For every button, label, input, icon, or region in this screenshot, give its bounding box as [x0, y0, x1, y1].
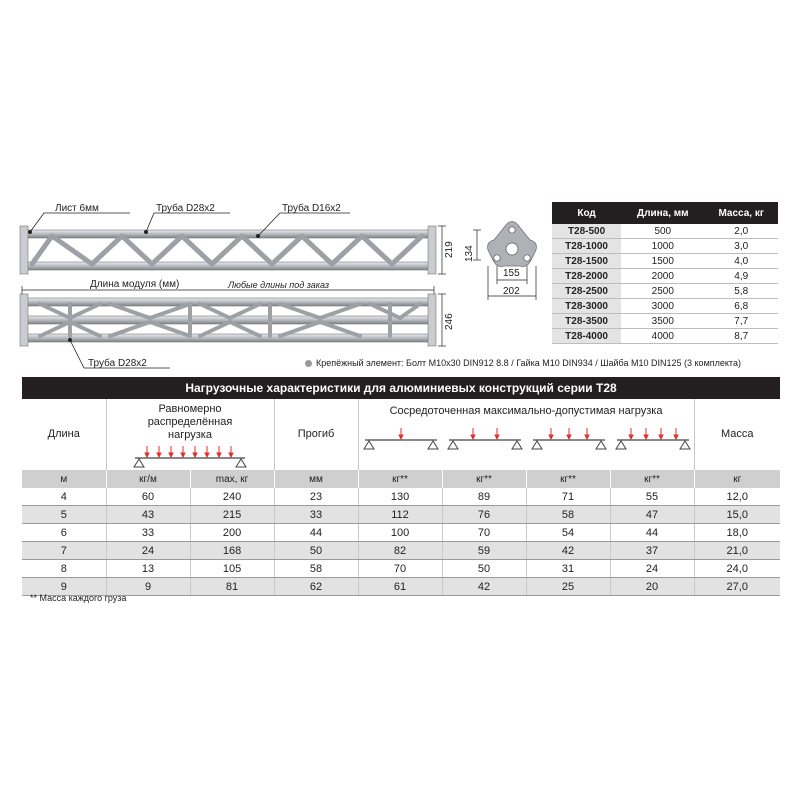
- table-row: [22, 506, 780, 524]
- cell: 200: [190, 524, 274, 542]
- spec-row: [552, 284, 778, 299]
- spec-header-length: Длина, мм: [621, 202, 704, 224]
- spec-length: 1500: [621, 254, 704, 269]
- spec-header-mass: Масса, кг: [704, 202, 778, 224]
- spec-length: 3500: [621, 314, 704, 329]
- cell: 50: [442, 560, 526, 578]
- unit-cell: кг**: [610, 470, 694, 488]
- cell: 20: [610, 578, 694, 596]
- cell: 62: [274, 578, 358, 596]
- cell: 25: [526, 578, 610, 596]
- cell: 18,0: [694, 524, 780, 542]
- dim-155: 155: [503, 268, 520, 279]
- load-table-header: [22, 399, 780, 470]
- cell: 7: [22, 542, 106, 560]
- cell: 61: [358, 578, 442, 596]
- spec-row: [552, 299, 778, 314]
- cell: 105: [190, 560, 274, 578]
- spec-mass: 2,0: [704, 224, 778, 239]
- label-tube-d28-top: Труба D28x2: [156, 203, 215, 214]
- cell: 44: [610, 524, 694, 542]
- header-uniform-text: Равномерно распределённая нагрузка: [147, 403, 233, 441]
- spec-code: Т28-3500: [552, 314, 621, 329]
- spec-code: Т28-1000: [552, 239, 621, 254]
- cell: 42: [526, 542, 610, 560]
- cell: 81: [190, 578, 274, 596]
- label-tube-d28-bottom: Труба D28x2: [88, 358, 147, 369]
- spec-mass: 3,0: [704, 239, 778, 254]
- spec-row: [552, 224, 778, 239]
- cell: 58: [274, 560, 358, 578]
- point-load-diagrams: [359, 426, 695, 452]
- cell: 6: [22, 524, 106, 542]
- cell: 168: [190, 542, 274, 560]
- load-table-title: Нагрузочные характеристики для алюминиевых конструкций серии Т28: [22, 377, 780, 399]
- cell: 55: [610, 488, 694, 506]
- spec-row: [552, 239, 778, 254]
- spec-code: Т28-4000: [552, 329, 621, 344]
- header-uniform-load: [106, 399, 274, 470]
- cell: 9: [106, 578, 190, 596]
- spec-length: 2000: [621, 269, 704, 284]
- header-length: Длина: [22, 399, 106, 470]
- unit-cell: кг/м: [106, 470, 190, 488]
- cell: 8: [22, 560, 106, 578]
- table-row: [22, 524, 780, 542]
- cell: 70: [442, 524, 526, 542]
- truss-top-view: [20, 294, 436, 346]
- cell: 24: [106, 542, 190, 560]
- cell: 112: [358, 506, 442, 524]
- dim-134: 134: [464, 245, 475, 262]
- label-tube-d16: Труба D16x2: [282, 203, 341, 214]
- spec-code: Т28-3000: [552, 299, 621, 314]
- cell: 37: [610, 542, 694, 560]
- cell: 24,0: [694, 560, 780, 578]
- cell: 31: [526, 560, 610, 578]
- spec-row: [552, 314, 778, 329]
- cell: 70: [358, 560, 442, 578]
- header-point-text: Сосредоточенная максимально-допустимая нагрузка: [389, 405, 663, 417]
- cell: 13: [106, 560, 190, 578]
- table-row: [22, 560, 780, 578]
- spec-table: [552, 202, 778, 344]
- spec-mass: 5,8: [704, 284, 778, 299]
- header-point-load: [358, 399, 694, 470]
- cell: 33: [274, 506, 358, 524]
- cell: 9: [22, 578, 106, 596]
- footnote: ** Масса каждого груза: [30, 593, 127, 603]
- unit-cell: м: [22, 470, 106, 488]
- cell: 50: [274, 542, 358, 560]
- cell: 5: [22, 506, 106, 524]
- spec-mass: 7,7: [704, 314, 778, 329]
- bullet-dot-icon: [305, 360, 312, 367]
- cell: 12,0: [694, 488, 780, 506]
- spec-code: Т28-500: [552, 224, 621, 239]
- cell: 215: [190, 506, 274, 524]
- uniform-load-diagram: [125, 444, 255, 470]
- spec-length: 500: [621, 224, 704, 239]
- cell: 42: [442, 578, 526, 596]
- spec-length: 3000: [621, 299, 704, 314]
- dim-202: 202: [503, 286, 520, 297]
- spec-length: 4000: [621, 329, 704, 344]
- label-module-length: Длина модуля (мм): [90, 279, 180, 290]
- header-deflection: Прогиб: [274, 399, 358, 470]
- cell: 89: [442, 488, 526, 506]
- spec-row: [552, 329, 778, 344]
- unit-cell: кг**: [442, 470, 526, 488]
- spec-mass: 8,7: [704, 329, 778, 344]
- cell: 4: [22, 488, 106, 506]
- triangle-plate: [488, 222, 537, 267]
- header-mass: Масса: [721, 428, 754, 440]
- spec-mass: 6,8: [704, 299, 778, 314]
- cell: 60: [106, 488, 190, 506]
- cell: 71: [526, 488, 610, 506]
- cell: 240: [190, 488, 274, 506]
- unit-cell: кг**: [358, 470, 442, 488]
- table-row: [22, 542, 780, 560]
- units-row: [22, 470, 780, 488]
- spec-mass: 4,9: [704, 269, 778, 284]
- spec-length: 2500: [621, 284, 704, 299]
- truss-side-view: [20, 226, 436, 274]
- dim-219: 219: [444, 241, 455, 258]
- spec-mass: 4,0: [704, 254, 778, 269]
- spec-row: [552, 269, 778, 284]
- cell: 27,0: [694, 578, 780, 596]
- cell: 44: [274, 524, 358, 542]
- cell: 21,0: [694, 542, 780, 560]
- cell: 59: [442, 542, 526, 560]
- cell: 15,0: [694, 506, 780, 524]
- table-row: [22, 488, 780, 506]
- dim-246: 246: [444, 313, 455, 330]
- fastener-note: [305, 358, 741, 368]
- table-row: [22, 578, 780, 596]
- spec-length: 1000: [621, 239, 704, 254]
- cell: 24: [610, 560, 694, 578]
- spec-header-code: Код: [552, 202, 621, 224]
- cell: 43: [106, 506, 190, 524]
- label-sheet: Лист 6мм: [55, 203, 99, 214]
- cell: 76: [442, 506, 526, 524]
- fastener-text: Крепёжный элемент: Болт М10х30 DIN912 8.8 / Гайка М10 DIN934 / Шайба М10 DIN125 (3 комплекта): [316, 358, 741, 368]
- unit-cell: кг: [694, 470, 780, 488]
- unit-cell: кг**: [526, 470, 610, 488]
- spec-row: [552, 254, 778, 269]
- load-table: [22, 399, 780, 596]
- unit-cell: мм: [274, 470, 358, 488]
- cell: 47: [610, 506, 694, 524]
- cell: 130: [358, 488, 442, 506]
- cell: 100: [358, 524, 442, 542]
- cell: 58: [526, 506, 610, 524]
- spec-code: Т28-2500: [552, 284, 621, 299]
- label-any-length: Любые длины под заказ: [228, 280, 330, 290]
- unit-cell: max, кг: [190, 470, 274, 488]
- cell: 23: [274, 488, 358, 506]
- spec-code: Т28-2000: [552, 269, 621, 284]
- cell: 54: [526, 524, 610, 542]
- spec-code: Т28-1500: [552, 254, 621, 269]
- cell: 82: [358, 542, 442, 560]
- cell: 33: [106, 524, 190, 542]
